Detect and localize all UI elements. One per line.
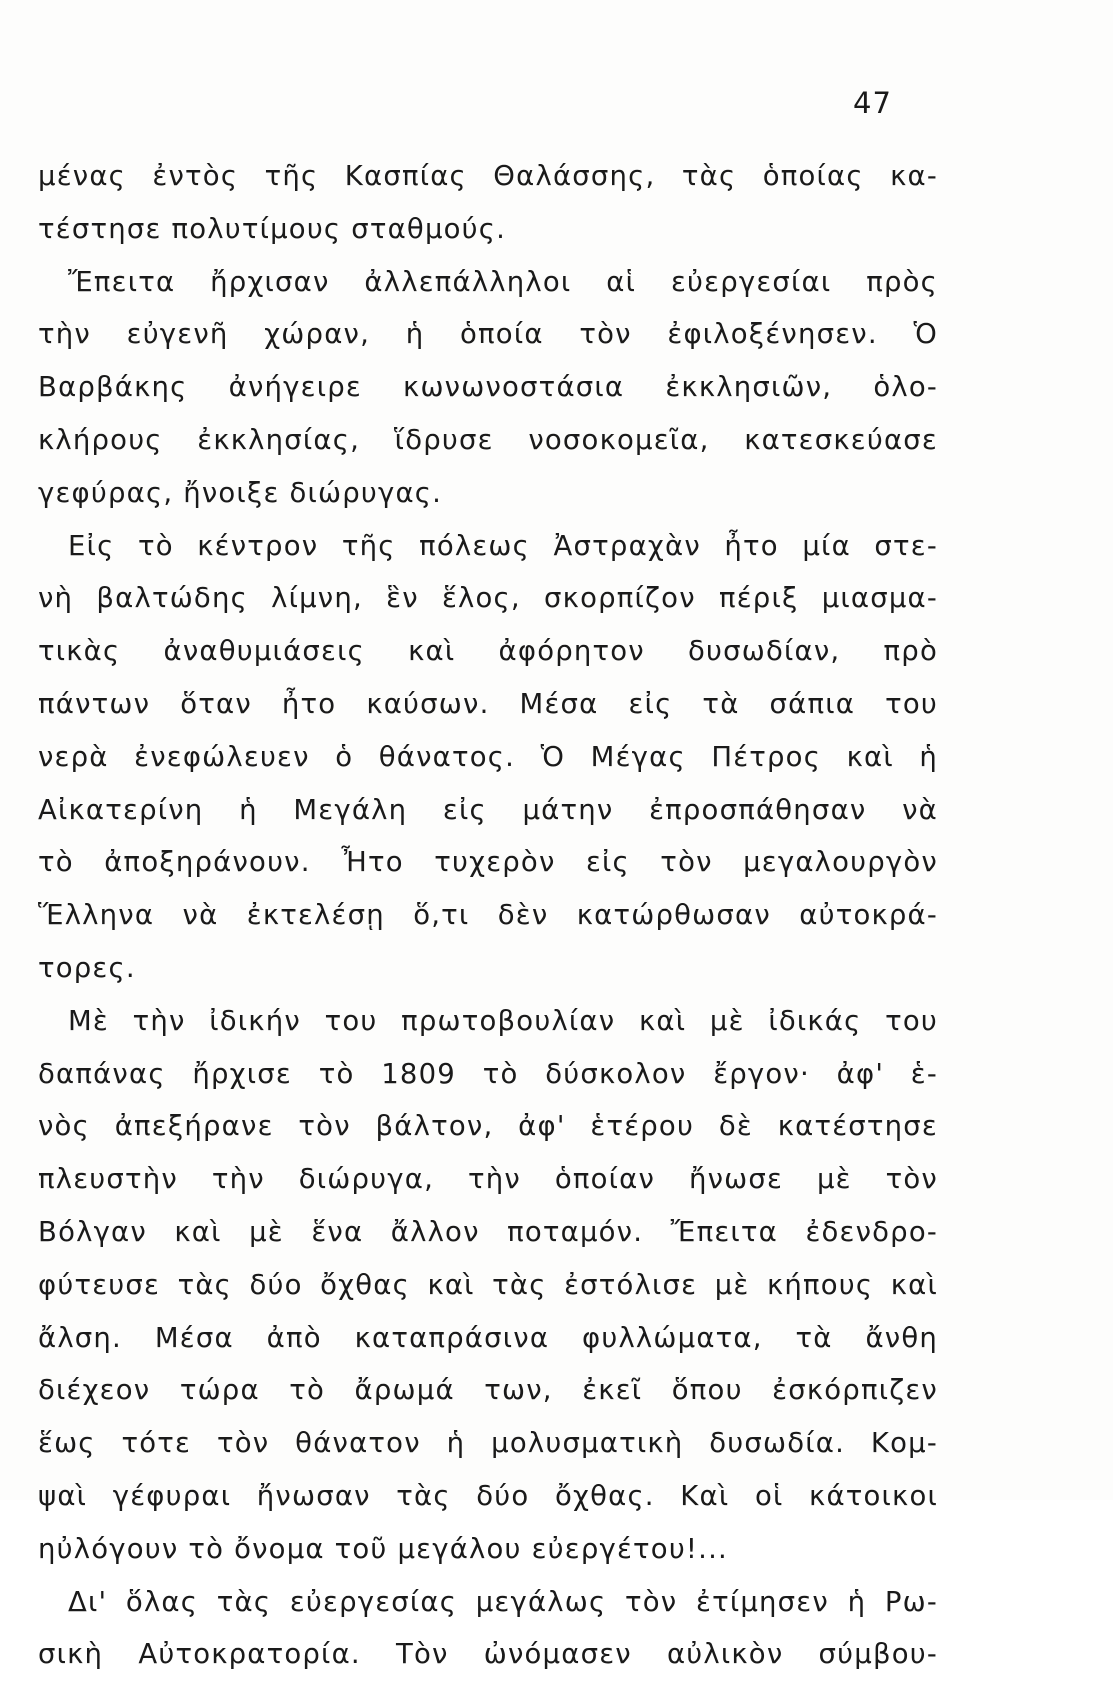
text-line: πάντων ὅταν ἦτο καύσων. Μέσα εἰς τὰ σάπια του <box>38 687 938 720</box>
text-line: τικὰς ἀναθυμιάσεις καὶ ἀφόρητον δυσωδίαν, πρὸ <box>38 635 938 668</box>
text-line: τὸ ἀποξηράνουν. Ἦτο τυχερὸν εἰς τὸν μεγαλουργὸν <box>38 846 938 879</box>
text-line: κλήρους ἐκκλησίας, ἵδρυσε νοσοκομεῖα, κατεσκεύασε <box>38 423 938 456</box>
text-line: νὴ βαλτώδης λίμνη, ἓν ἕλος, σκορπίζον πέριξ μιασμα- <box>38 582 938 615</box>
text-line: Δι' ὅλας τὰς εὐεργεσίας μεγάλως τὸν ἐτίμησεν ἡ Ρω- <box>68 1585 938 1618</box>
text-line: Ἕλληνα νὰ ἐκτελέσῃ ὅ,τι δὲν κατώρθωσαν αὐτοκρά- <box>38 899 938 932</box>
text-line: τέστησε πολυτίμους σταθμούς. <box>38 212 507 245</box>
page-number: 47 <box>853 86 892 120</box>
text-line: φύτευσε τὰς δύο ὄχθας καὶ τὰς ἐστόλισε μὲ κήπους καὶ <box>38 1268 938 1301</box>
text-line: ψαὶ γέφυραι ἤνωσαν τὰς δύο ὄχθας. Καὶ οἱ κάτοικοι <box>38 1479 938 1512</box>
text-line: Εἰς τὸ κέντρον τῆς πόλεως Ἀστραχὰν ἦτο μία στε- <box>68 529 938 562</box>
body-text <box>38 150 938 1681</box>
text-line: μένας ἐντὸς τῆς Κασπίας Θαλάσσης, τὰς ὁποίας κα- <box>38 160 938 192</box>
text-line: σικὴ Αὐτοκρατορία. Τὸν ὠνόμασεν αὐλικὸν σύμβου- <box>38 1638 938 1671</box>
text-line: γεφύρας, ἤνοιξε διώρυγας. <box>38 476 443 509</box>
text-line: Βόλγαν καὶ μὲ ἕνα ἄλλον ποταμόν. Ἔπειτα ἐδενδρο- <box>38 1215 938 1248</box>
text-line: νερὰ ἐνεφώλευεν ὁ θάνατος. Ὁ Μέγας Πέτρος καὶ ἡ <box>38 740 938 773</box>
text-line: ἄλση. Μέσα ἀπὸ καταπράσινα φυλλώματα, τὰ ἄνθη <box>38 1321 938 1354</box>
text-line: Ἔπειτα ἤρχισαν ἀλλεπάλληλοι αἱ εὐεργεσίαι πρὸς <box>68 265 938 298</box>
text-line: Αἰκατερίνη ἡ Μεγάλη εἰς μάτην ἐπροσπάθησαν νὰ <box>38 793 938 826</box>
text-line: διέχεον τώρα τὸ ἄρωμά των, ἐκεῖ ὅπου ἐσκόρπιζεν <box>38 1374 938 1407</box>
text-line: δαπάνας ἤρχισε τὸ 1809 τὸ δύσκολον ἔργον· ἀφ' ἑ- <box>38 1057 938 1090</box>
text-line: πλευστὴν τὴν διώρυγα, τὴν ὁποίαν ἤνωσε μὲ τὸν <box>38 1163 938 1196</box>
text-line: Μὲ τὴν ἰδικήν του πρωτοβουλίαν καὶ μὲ ἰδικάς του <box>68 1004 938 1037</box>
text-line: νὸς ἀπεξήρανε τὸν βάλτον, ἀφ' ἑτέρου δὲ κατέστησε <box>38 1110 938 1143</box>
text-line: τὴν εὐγενῆ χώραν, ἡ ὁποία τὸν ἐφιλοξένησεν. Ὁ <box>38 318 938 351</box>
text-line: Βαρβάκης ἀνήγειρε κωνωνοστάσια ἐκκλησιῶν, ὁλο- <box>38 371 938 404</box>
text-line: τορες. <box>38 951 136 984</box>
text-line: ηὐλόγουν τὸ ὄνομα τοῦ μεγάλου εὐεργέτου!... <box>38 1532 728 1565</box>
text-line: ἕως τότε τὸν θάνατον ἡ μολυσματικὴ δυσωδία. Κομ- <box>38 1427 938 1460</box>
